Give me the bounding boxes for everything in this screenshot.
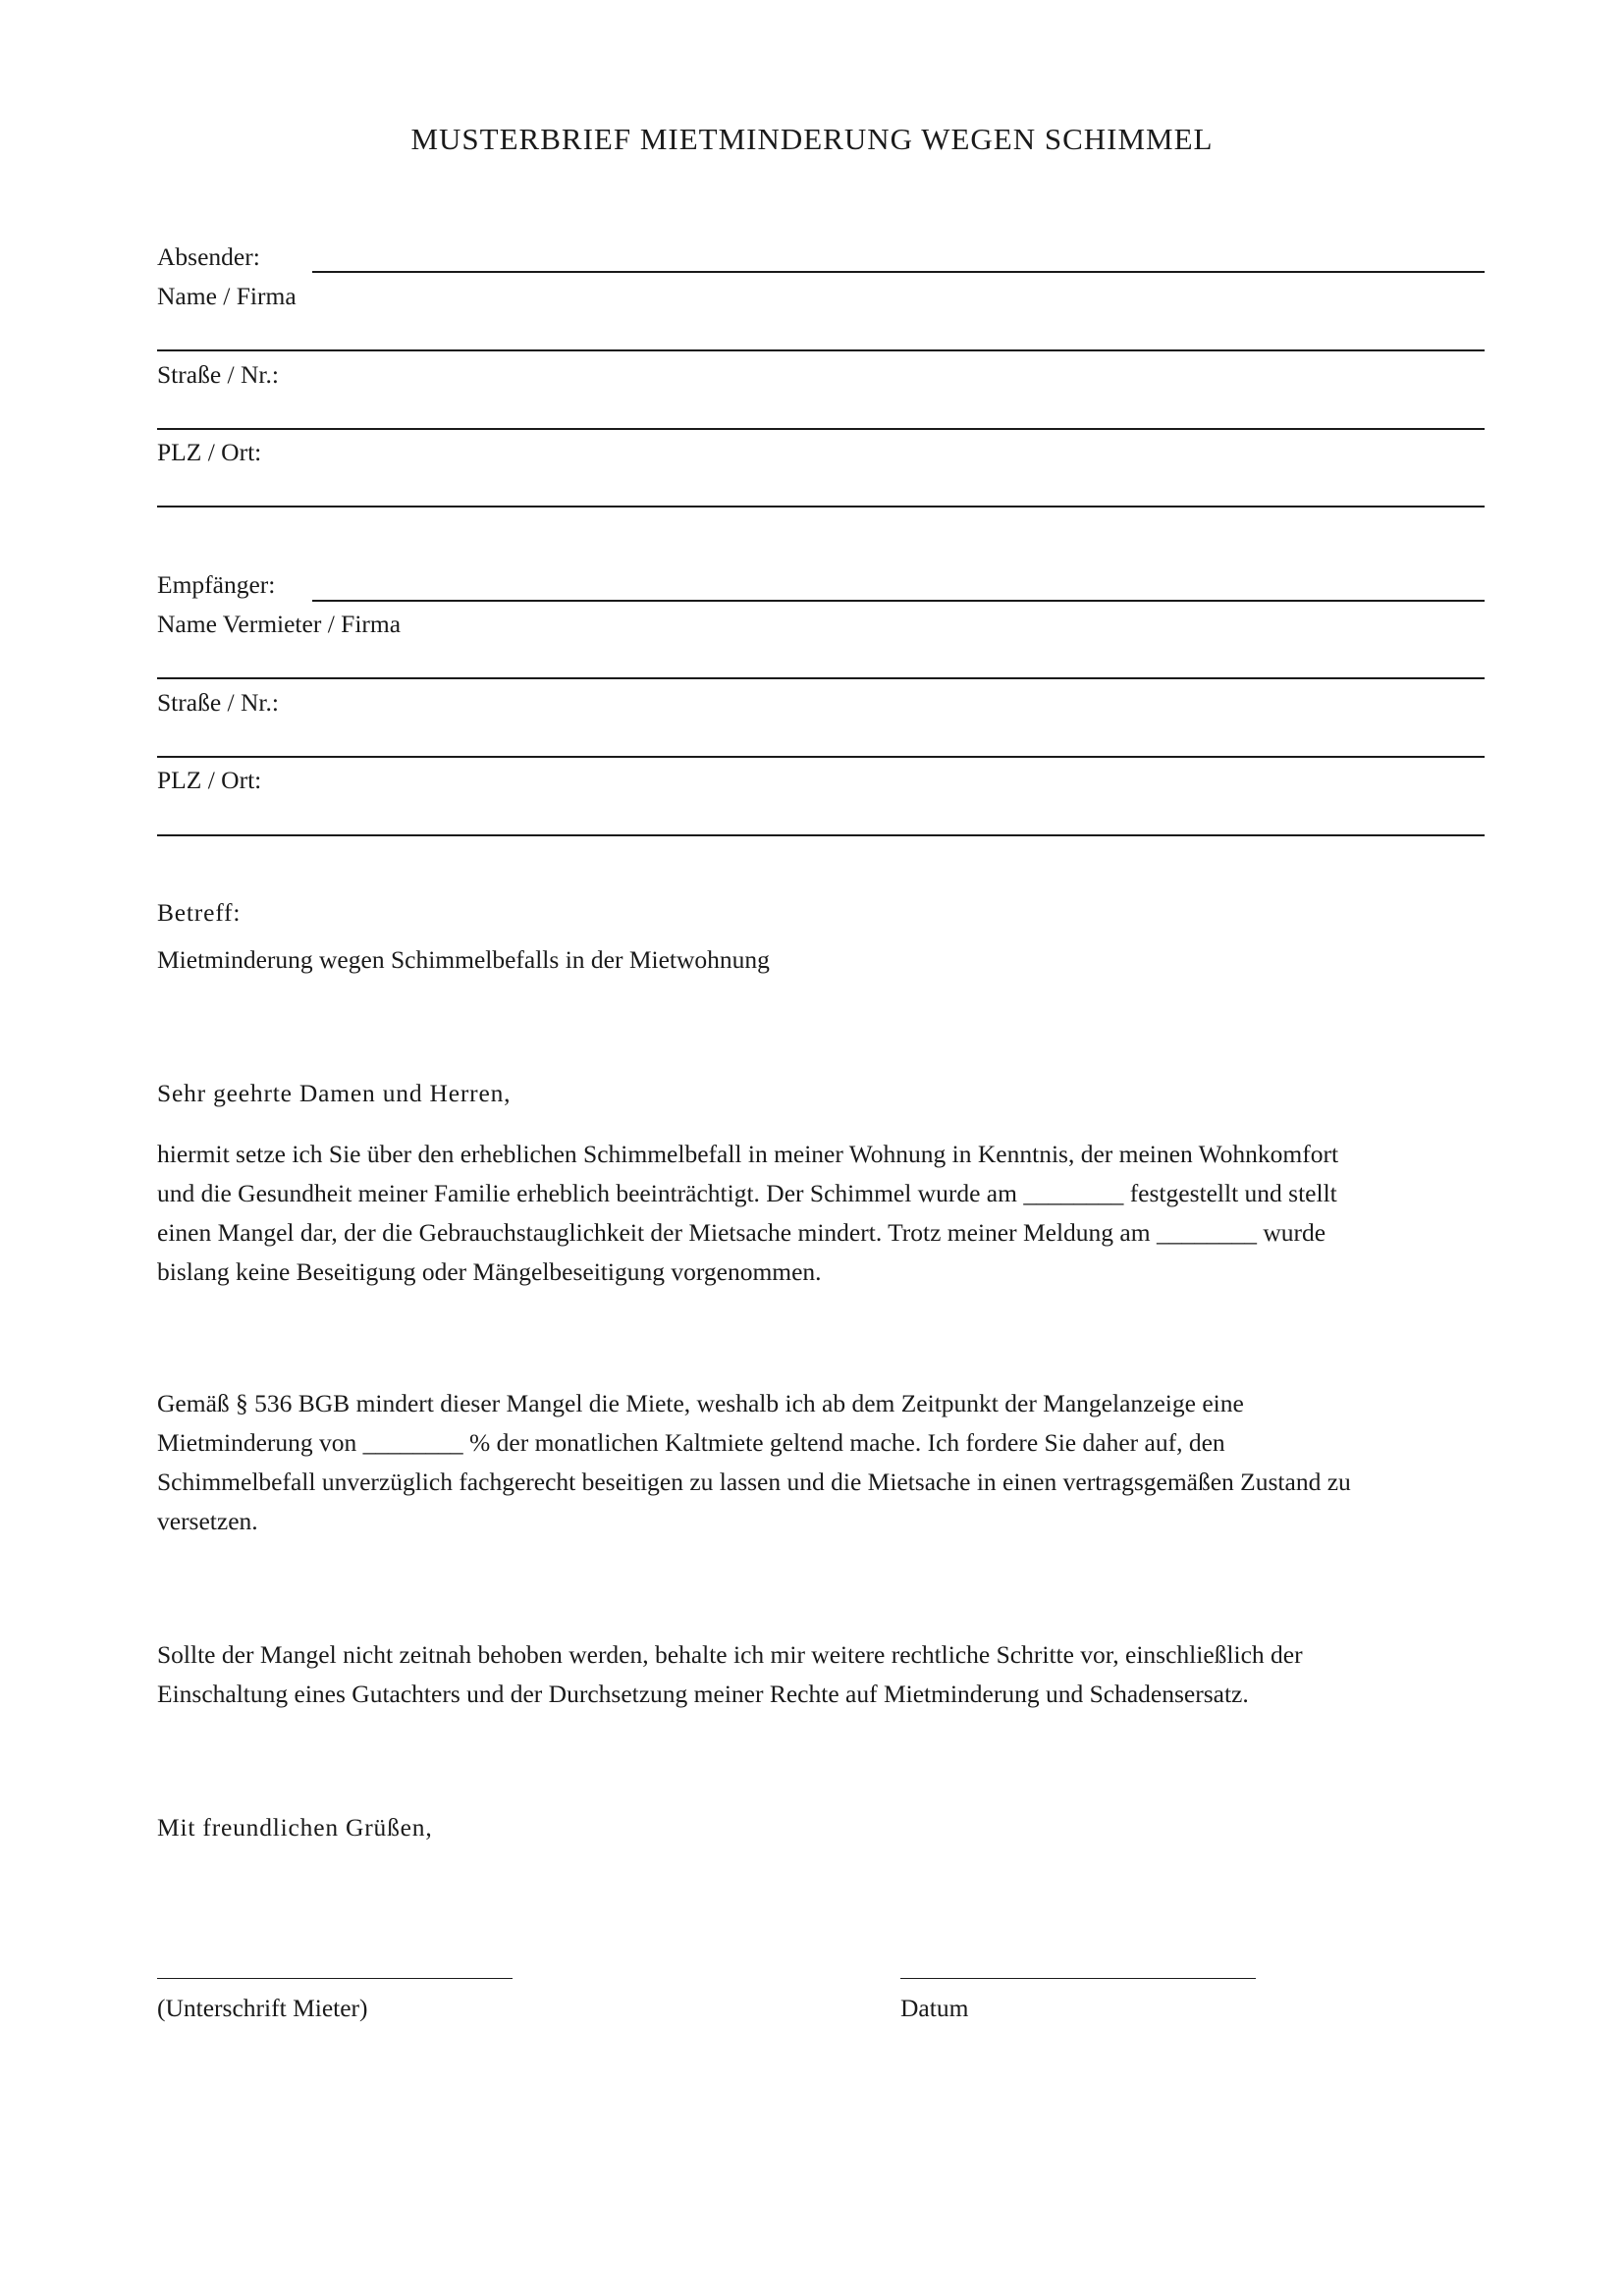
- sender-city-field[interactable]: [157, 428, 1485, 430]
- subject-text: Mietminderung wegen Schimmelbefalls in der Mietwohnung: [157, 945, 770, 974]
- sender-street-label: Straße / Nr.:: [157, 360, 279, 389]
- recipient-name-field[interactable]: [312, 600, 1485, 602]
- tenant-signature-label: (Unterschrift Mieter): [157, 1994, 368, 2022]
- date-line[interactable]: [900, 1978, 1256, 1979]
- recipient-label: Empfänger:: [157, 570, 276, 599]
- paragraph-line: versetzen.: [157, 1507, 258, 1535]
- recipient-extra-field[interactable]: [157, 834, 1485, 836]
- tenant-signature-line[interactable]: [157, 1978, 513, 1979]
- date-label: Datum: [900, 1994, 969, 2022]
- paragraph-line: Gemäß § 536 BGB mindert dieser Mangel die Miete, weshalb ich ab dem Zeitpunkt der Mangelanzeige eine: [157, 1389, 1244, 1417]
- paragraph-line: Mietminderung von ________ % der monatlichen Kaltmiete geltend mache. Ich fordere Sie daher auf, den: [157, 1428, 1225, 1457]
- paragraph-line: einen Mangel dar, der die Gebrauchstauglichkeit der Mietsache mindert. Trotz meiner Meldung am ________ wurde: [157, 1218, 1326, 1247]
- sender-street-field[interactable]: [157, 349, 1485, 351]
- recipient-name-label: Name Vermieter / Firma: [157, 610, 402, 638]
- paragraph-line: bislang keine Beseitigung oder Mängelbeseitigung vorgenommen.: [157, 1257, 822, 1286]
- recipient-city-field[interactable]: [157, 756, 1485, 758]
- paragraph-notice: [157, 1135, 1485, 1292]
- page-title: MUSTERBRIEF MIETMINDERUNG WEGEN SCHIMMEL: [410, 122, 1214, 156]
- salutation: Sehr geehrte Damen und Herren,: [157, 1079, 512, 1107]
- recipient-street-label: Straße / Nr.:: [157, 688, 279, 717]
- paragraph-line: hiermit setze ich Sie über den erheblichen Schimmelbefall in meiner Wohnung in Kenntnis, der meinen Wohnkomfort: [157, 1140, 1339, 1168]
- subject-label: Betreff:: [157, 898, 242, 927]
- paragraph-line: Schimmelbefall unverzüglich fachgerecht beseitigen zu lassen und die Mietsache in einen vertragsgemäßen Zustand zu: [157, 1468, 1351, 1496]
- sender-extra-field[interactable]: [157, 506, 1485, 507]
- paragraph-line: Einschaltung eines Gutachters und der Durchsetzung meiner Rechte auf Mietminderung und Schadensersatz.: [157, 1680, 1249, 1708]
- sender-name-field[interactable]: [312, 271, 1485, 273]
- paragraph-line: Sollte der Mangel nicht zeitnah behoben werden, behalte ich mir weitere rechtliche Schritte vor, einschließlich der: [157, 1640, 1303, 1669]
- recipient-city-label: PLZ / Ort:: [157, 766, 262, 794]
- recipient-street-field[interactable]: [157, 677, 1485, 679]
- paragraph-reduction: [157, 1384, 1485, 1541]
- paragraph-line: und die Gesundheit meiner Familie erheblich beeinträchtigt. Der Schimmel wurde am ________ festgestellt und stellt: [157, 1179, 1337, 1207]
- sender-name-label: Name / Firma: [157, 282, 297, 310]
- closing: Mit freundlichen Grüßen,: [157, 1813, 433, 1842]
- sender-label: Absender:: [157, 242, 260, 271]
- sender-city-label: PLZ / Ort:: [157, 438, 262, 466]
- paragraph-legal-steps: [157, 1635, 1485, 1714]
